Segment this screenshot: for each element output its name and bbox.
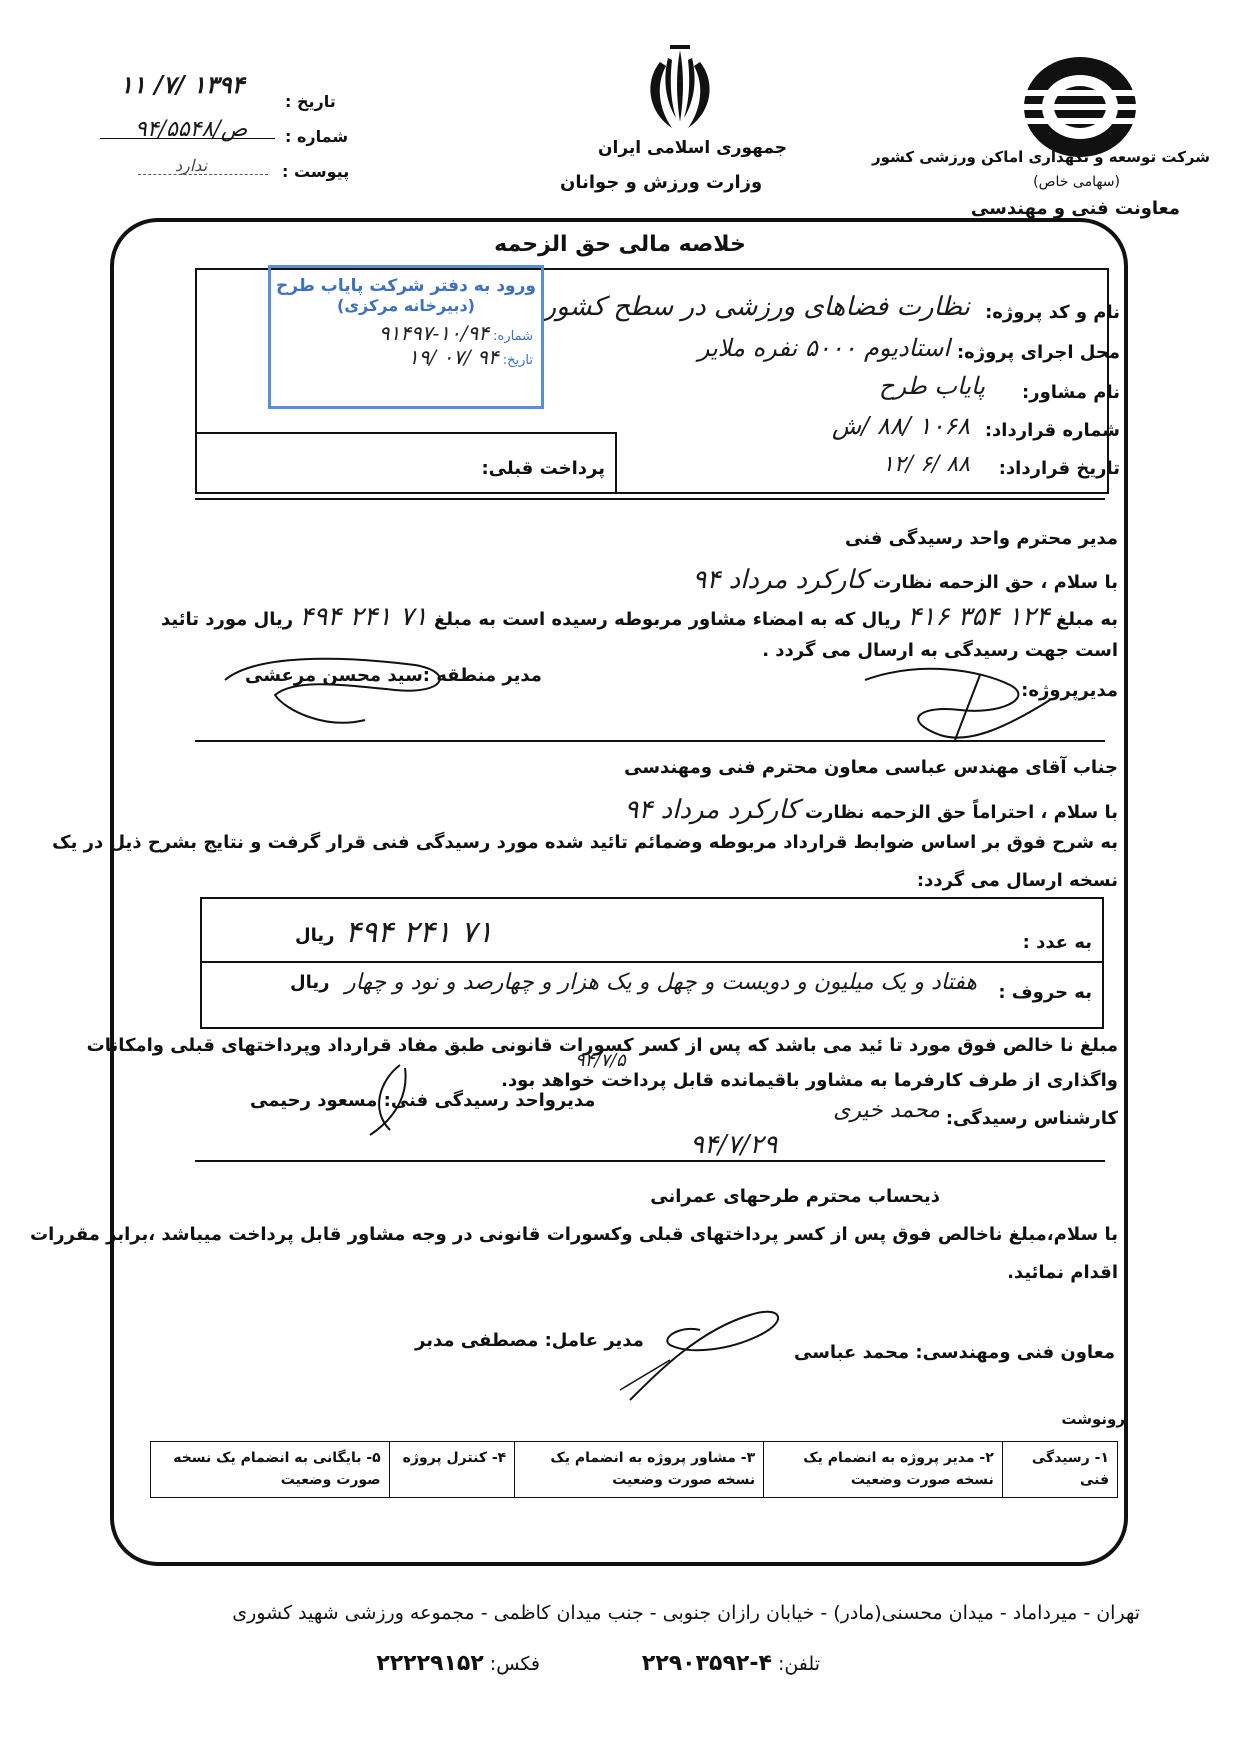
date-value: ۱۳۹۴ /۷/ ۱۱ [120, 70, 245, 99]
footer-address: تهران - میرداماد - میدان محسنی(مادر) - خیابان رازان جنوبی - جنب میدان کاظمی - مجموعه ورزشی شهید کشوری [232, 1602, 1140, 1624]
attachment-value: ندارد [175, 156, 208, 175]
department-name: معاونت فنی و مهندسی [970, 198, 1180, 219]
review-date: ۹۴/۷/۲۹ [690, 1130, 778, 1160]
footer-fax [376, 1651, 540, 1676]
amount-box-divider [202, 961, 1102, 963]
amount-box [200, 897, 1104, 1029]
project-location-value: استادیوم ۵۰۰۰ نفره ملایر [697, 334, 950, 362]
note-line1: مبلغ نا خالص فوق مورد تا ئید می باشد که پس از کسر کسورات قانونی طبق مفاد قرارداد وپرداختهای قبلی وامکانات [86, 1035, 1118, 1056]
date-label: تاریخ : [285, 92, 336, 111]
iran-emblem-icon [630, 42, 730, 142]
phone-label: تلفن: [777, 1653, 820, 1675]
section1-greeting-line [692, 565, 1118, 595]
section2-addressee: جناب آقای مهندس عباسی معاون محترم فنی ومهندسی [624, 757, 1118, 778]
section2-top-rule [195, 740, 1105, 742]
approved-amount: ۷۱ ۲۴۱ ۴۹۴ [299, 602, 428, 632]
stamp-subtitle: (دبیرخانه مرکزی) [337, 296, 475, 315]
ceo-signatory: مدیر عامل: مصطفی مدبر [415, 1330, 644, 1351]
unit-manager-date: ۹۴/۷/۵ [575, 1050, 626, 1071]
copies-title: رونوشت [1061, 1410, 1125, 1428]
reviewer-name: محمد خیری [833, 1098, 940, 1123]
section1-top-rule [195, 498, 1105, 500]
ministry-title: وزارت ورزش و جوانان [560, 172, 763, 193]
contract-number-label: شماره قرارداد: [984, 420, 1120, 441]
project-manager-label: مدیرپروژه: [1021, 680, 1118, 701]
previous-payment-label: پرداخت قبلی: [481, 458, 605, 479]
attachment-underline [138, 174, 268, 175]
number-underline [100, 138, 275, 139]
section1-closing: است جهت رسیدگی به ارسال می گردد . [762, 640, 1118, 661]
reviewer-label: کارشناس رسیدگی: [945, 1108, 1118, 1129]
company-type: (سهامی خاص) [1033, 174, 1120, 190]
project-name-label: نام و کد پروژه: [985, 302, 1120, 323]
section1-amount-suffix: ریال مورد تائید [161, 609, 294, 630]
note-line2: واگذاری از طرف کارفرما به مشاور باقیمانده قابل پرداخت خواهد بود. [501, 1070, 1118, 1091]
consultant-label: نام مشاور: [1022, 382, 1120, 403]
words-amount-rial: ریال [290, 972, 330, 993]
region-manager: مدیر منطقه :سید محسن مرعشی [245, 665, 542, 686]
stamp-title: ورود به دفتر شرکت پایاب طرح [276, 276, 536, 296]
phone-value: ۴-۲۲۹۰۳۵۹۲ [641, 1651, 772, 1676]
number-label: شماره : [285, 127, 349, 146]
section3-top-rule [195, 1160, 1105, 1162]
section2-period: کارکرد مرداد ۹۴ [624, 795, 799, 825]
section1-amount-line [161, 602, 1118, 632]
section1-greeting: با سلام ، حق الزحمه نظارت [872, 572, 1118, 593]
number-value: ص/۹۴/۵۵۴۸ [135, 117, 248, 142]
section2-closing: نسخه ارسال می گردد: [916, 870, 1118, 891]
section1-amount-middle: ریال که به امضاء مشاور مربوطه رسیده است به مبلغ [433, 609, 902, 630]
claimed-amount: ۱۲۴ ۳۵۴ ۴۱۶ [907, 602, 1050, 632]
unit-manager-signature [330, 1060, 430, 1140]
stamp-date-label: تاریخ: [502, 353, 533, 368]
numeric-amount-label: به عدد : [1022, 932, 1092, 953]
section3-body: با سلام،مبلغ ناخالص فوق پس از کسر پرداختهای قبلی وکسورات قانونی در وجه مشاور قابل پرداخت میباشد ،برابر مقررات [30, 1224, 1118, 1245]
section3-addressee: ذیحساب محترم طرحهای عمرانی [650, 1186, 940, 1207]
stamp-date-value: ۹۴ /۰۷ /۱۹ [407, 345, 499, 369]
contract-date-value: ۸۸ /۶ /۱۲ [882, 452, 970, 477]
numeric-amount-rial: ریال [295, 925, 335, 946]
section2-body: به شرح فوق بر اساس ضوابط قرارداد مربوطه وضمائم تائید شده مورد رسیدگی فنی قرار گرفت و نتایج بشرح ذیل در یک [52, 832, 1118, 853]
numeric-amount-value: ۷۱ ۲۴۱ ۴۹۴ [345, 915, 494, 950]
company-logo [1020, 52, 1140, 162]
copy-item-4: ۴- کنترل پروژه [389, 1442, 515, 1498]
project-location-label: محل اجرای پروژه: [956, 342, 1120, 363]
region-manager-signature [215, 650, 475, 740]
contract-date-label: تاریخ قرارداد: [998, 458, 1120, 479]
company-name: شرکت توسعه و نگهداری اماکن ورزشی کشور [872, 148, 1210, 166]
attachment-label: پیوست : [282, 162, 350, 181]
section1-addressee: مدیر محترم واحد رسیدگی فنی [845, 528, 1118, 549]
copies-table [150, 1441, 1118, 1498]
government-title: جمهوری اسلامی ایران [598, 138, 788, 158]
unit-manager: مدیرواحد رسیدگی فنی: مسعود رحیمی [250, 1090, 596, 1111]
words-amount-value: هفتاد و یک میلیون و دویست و چهل و یک هزار و چهارصد و نود و چهار [345, 970, 977, 995]
section3-closing: اقدام نمائید. [1007, 1262, 1118, 1283]
project-name-value: نظارت فضاهای ورزشی در سطح کشور [543, 292, 970, 322]
fax-label: فکس: [489, 1653, 540, 1675]
footer-phone [642, 1651, 820, 1676]
stamp-number-value: ۱۰/۹۴-۹۱۴۹۷ [378, 321, 490, 345]
copy-item-3: ۳- مشاور پروژه به انضمام یک نسخه صورت وضعیت [515, 1442, 764, 1498]
project-manager-signature [860, 660, 1060, 745]
copy-item-2: ۲- مدیر پروژه به انضمام یک نسخه صورت وضعیت [764, 1442, 1003, 1498]
section1-period: کارکرد مرداد ۹۴ [692, 565, 867, 595]
form-title: خلاصه مالی حق الزحمه [494, 232, 746, 257]
section1-amount-prefix: به مبلغ [1055, 609, 1118, 630]
consultant-value: پایاب طرح [878, 372, 985, 400]
section2-greeting: با سلام ، احتراماً حق الزحمه نظارت [804, 802, 1118, 823]
fax-value: ۲۲۲۲۹۱۵۲ [376, 1651, 484, 1676]
copy-item-1: ۱- رسیدگی فنی [1002, 1442, 1117, 1498]
words-amount-label: به حروف : [998, 982, 1092, 1003]
copy-item-5: ۵- بایگانی به انضمام یک نسخه صورت وضعیت [151, 1442, 390, 1498]
contract-number-value: ۱۰۶۸ /۸۸ /ش [831, 412, 970, 440]
stamp-number-label: شماره: [493, 329, 533, 344]
receipt-stamp [268, 265, 544, 409]
deputy-signatory: معاون فنی ومهندسی: محمد عباسی [794, 1342, 1115, 1363]
section2-greeting-line [624, 795, 1118, 825]
deputy-signature [590, 1300, 830, 1410]
